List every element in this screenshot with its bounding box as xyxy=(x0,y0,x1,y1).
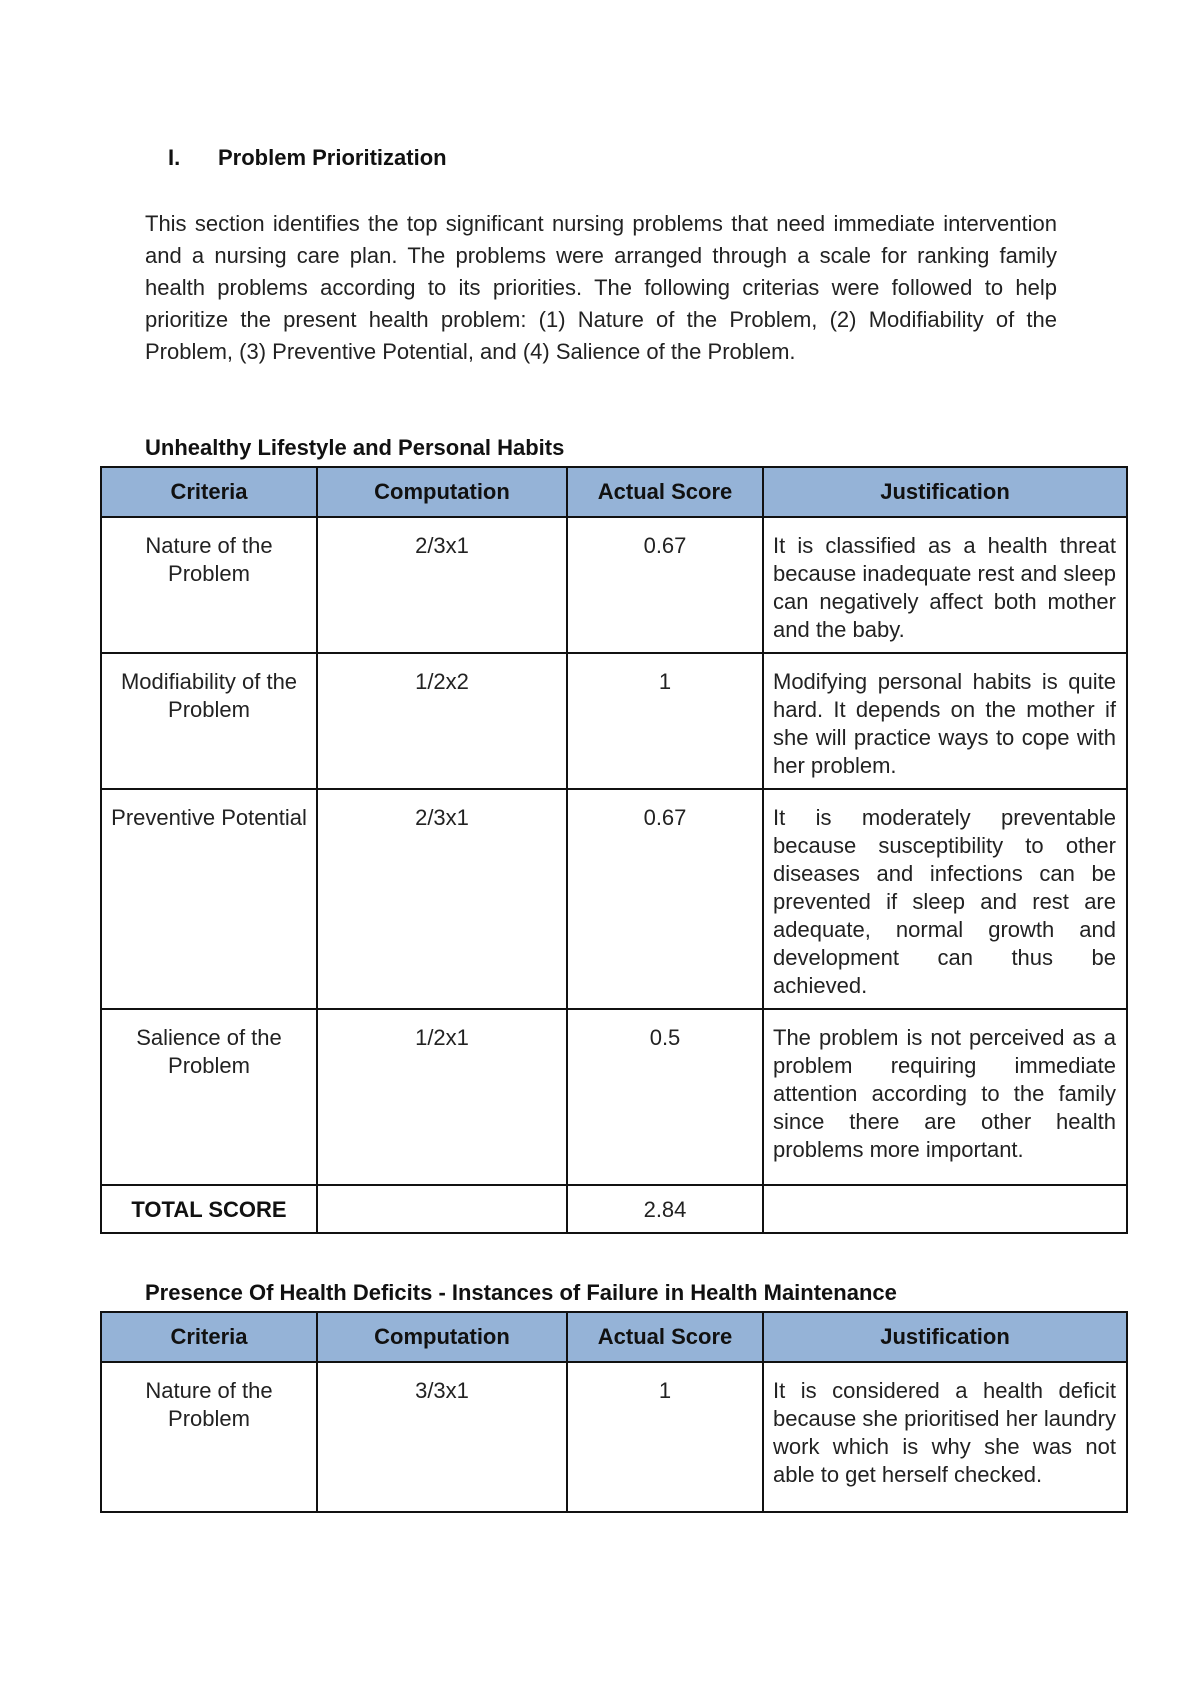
header-justification: Justification xyxy=(763,1312,1127,1362)
criteria-cell: Modifiability of the Problem xyxy=(101,653,317,789)
header-criteria: Criteria xyxy=(101,467,317,517)
score-cell: 0.5 xyxy=(567,1009,763,1185)
criteria-cell: Salience of the Problem xyxy=(101,1009,317,1185)
intro-paragraph: This section identifies the top significant nursing problems that need immediate intervention and a nursing care plan. The problems were arranged through a scale for ranking family health problems according to its priorities. The following criterias were followed to help prioritize the present health problem: (1) Nature of the Problem, (2) Modifiability of the Problem, (3) Preventive Potential, and (4) Salience of the Problem. xyxy=(145,211,1057,364)
section-title: Problem Prioritization xyxy=(218,145,447,170)
table-row xyxy=(101,653,1127,789)
score-cell: 0.67 xyxy=(567,789,763,1009)
computation-cell: 2/3x1 xyxy=(317,789,567,1009)
total-row xyxy=(101,1185,1127,1233)
criteria-cell: Nature of the Problem xyxy=(101,517,317,653)
table2 xyxy=(100,1311,1128,1513)
total-score: 2.84 xyxy=(567,1185,763,1233)
table-row xyxy=(101,1362,1127,1512)
table1-title: Unhealthy Lifestyle and Personal Habits xyxy=(145,435,565,460)
justification-cell: Modifying personal habits is quite hard. It depends on the mother if she will practice ways to cope with her problem. xyxy=(763,653,1127,789)
table1-header-row xyxy=(101,467,1127,517)
table1 xyxy=(100,466,1128,1234)
table-row xyxy=(101,789,1127,1009)
header-criteria: Criteria xyxy=(101,1312,317,1362)
justification-cell: The problem is not perceived as a problem requiring immediate attention according to the family since there are other health problems more important. xyxy=(763,1009,1127,1185)
justification-cell: It is classified as a health threat because inadequate rest and sleep can negatively affect both mother and the baby. xyxy=(763,517,1127,653)
table-row xyxy=(101,517,1127,653)
section-number: I. xyxy=(168,145,181,170)
score-cell: 1 xyxy=(567,653,763,789)
score-cell: 1 xyxy=(567,1362,763,1512)
header-actual-score: Actual Score xyxy=(567,467,763,517)
header-computation: Computation xyxy=(317,467,567,517)
table2-header-row xyxy=(101,1312,1127,1362)
header-actual-score: Actual Score xyxy=(567,1312,763,1362)
justification-cell: It is moderately preventable because susceptibility to other diseases and infections can be prevented if sleep and rest are adequate, normal growth and development can thus be achieved. xyxy=(763,789,1127,1009)
total-label: TOTAL SCORE xyxy=(101,1185,317,1233)
section-heading xyxy=(168,145,447,171)
total-justification-cell xyxy=(763,1185,1127,1233)
criteria-cell: Nature of the Problem xyxy=(101,1362,317,1512)
criteria-cell: Preventive Potential xyxy=(101,789,317,1009)
justification-cell: It is considered a health deficit because she prioritised her laundry work which is why she was not able to get herself checked. xyxy=(763,1362,1127,1512)
table-row xyxy=(101,1009,1127,1185)
header-justification: Justification xyxy=(763,467,1127,517)
computation-cell: 1/2x2 xyxy=(317,653,567,789)
computation-cell: 3/3x1 xyxy=(317,1362,567,1512)
score-cell: 0.67 xyxy=(567,517,763,653)
table2-title: Presence Of Health Deficits - Instances of Failure in Health Maintenance xyxy=(145,1280,897,1305)
computation-cell: 1/2x1 xyxy=(317,1009,567,1185)
computation-cell: 2/3x1 xyxy=(317,517,567,653)
header-computation: Computation xyxy=(317,1312,567,1362)
total-computation-cell xyxy=(317,1185,567,1233)
